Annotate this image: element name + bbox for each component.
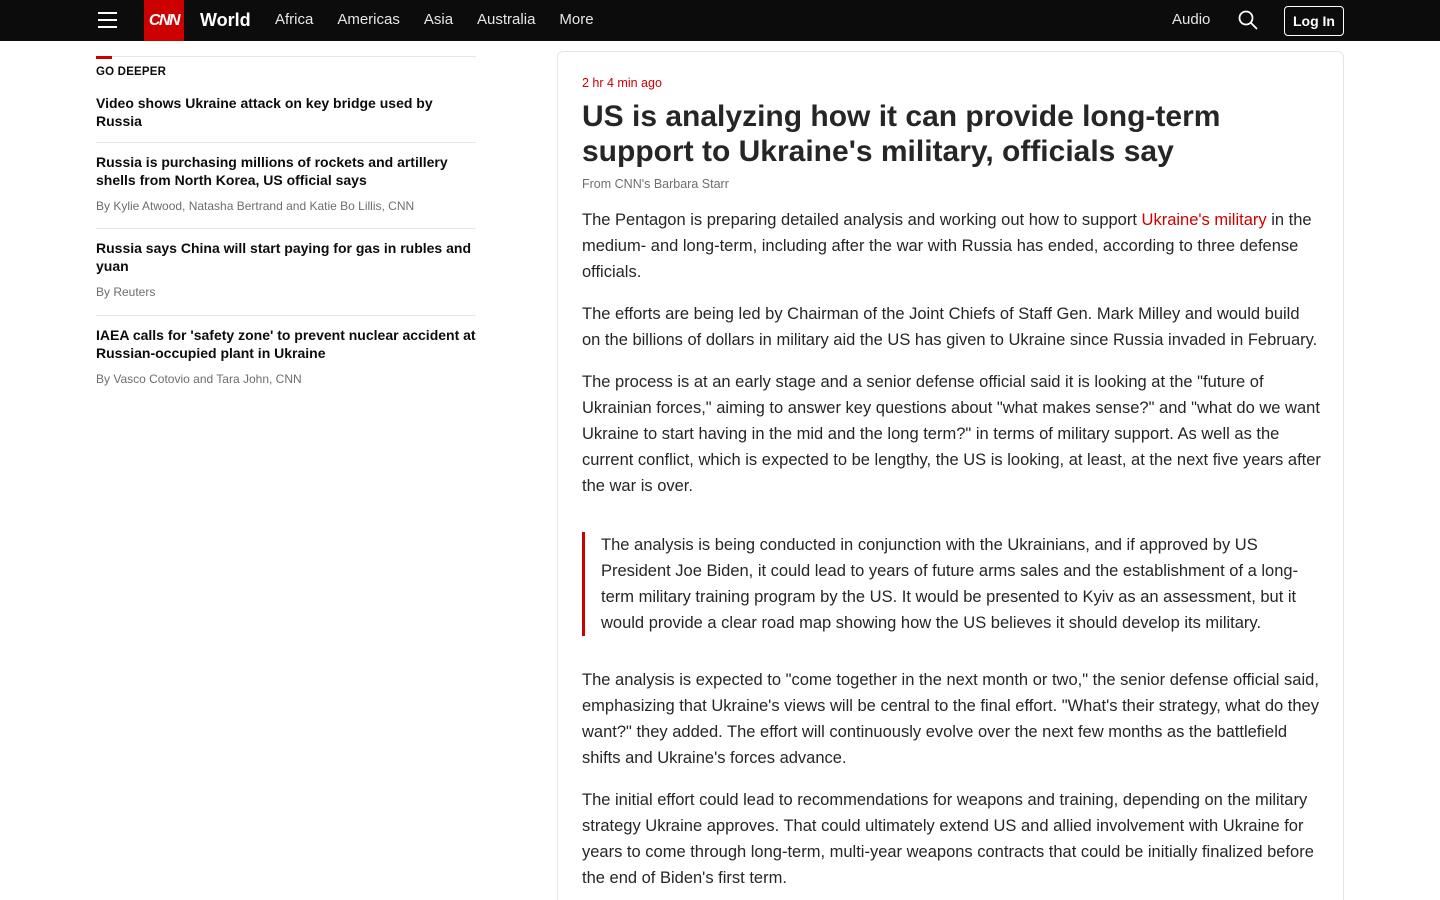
author-byline: From CNN's Barbara Starr [582,177,729,191]
divider [96,315,476,316]
list-item [96,95,476,130]
accent-bar [96,56,112,59]
list-item [96,327,476,387]
article-paragraph [582,207,1322,285]
pull-quote [582,532,1322,636]
article-paragraph: The initial effort could lead to recommendations for weapons and training, depending on the military strategy Ukraine approves. That could ultimately extend US and allied involvement with Ukraine for years to come through long-term, multi-year weapons contracts that could be initially finalized before the end of Biden's first term. [582,791,1314,887]
top-nav [0,0,1440,41]
article-headline: US is analyzing how it can provide long-term support to Ukraine's military, officials say [582,100,1221,168]
nav-link-asia[interactable]: Asia [423,11,454,28]
rail-headline-link[interactable]: Russia says China will start paying for gas in rubles and yuan [96,240,471,274]
list-item [96,240,476,300]
hamburger-icon[interactable] [98,11,117,29]
article-paragraph: The analysis is expected to "come together in the next month or two," the senior defense official said, emphasizing that Ukraine's views will be central to the final effort. "What's their strategy, what do they want?" they added. The effort will continuously evolve over the next few months as the battlefield shifts and Ukraine's forces advance. [582,671,1319,767]
rail-label: GO DEEPER [96,66,167,78]
nav-link-americas[interactable]: Americas [337,11,400,28]
audio-link[interactable]: Audio [1172,11,1211,28]
rail-headline-link[interactable]: IAEA calls for 'safety zone' to prevent nuclear accident at Russian-occupied plant in Ukraine [96,327,476,361]
nav-link-australia[interactable]: Australia [477,11,536,28]
timestamp: 2 hr 4 min ago [582,76,662,90]
article-paragraph: The process is at an early stage and a senior defense official said it is looking at the "future of Ukrainian forces," aiming to answer key questions about "what makes sense?" and "what do we want Ukraine to start having in the mid and the long term?" in terms of military support. As well as the current conflict, which is expected to be lengthy, the US is looking, at least, at the next five years after the war is over. [582,373,1321,495]
paragraph-text: The Pentagon is preparing detailed analysis and working out how to support [582,211,1142,229]
rail-headline-link[interactable]: Video shows Ukraine attack on key bridge used by Russia [96,95,433,129]
search-icon[interactable] [1238,10,1258,30]
paragraph-text: in the medium- and long-term, including after the war with Russia has ended, according to three defense officials. [582,211,1312,281]
byline: By Vasco Cotovio and Tara John, CNN [96,372,302,386]
divider [96,56,476,57]
byline: By Kylie Atwood, Natasha Bertrand and Katie Bo Lillis, CNN [96,199,415,213]
nav-link-more[interactable]: More [559,11,594,28]
quote-text: The analysis is being conducted in conjunction with the Ukrainians, and if approved by US President Joe Biden, it could lead to years of future arms sales and the establishment of a long-term military training program by the US. It would be presented to Kyiv as an assessment, but it would provide a clear road map showing how the US believes it should develop its military. [601,536,1299,632]
divider [96,142,476,143]
list-item [96,154,476,214]
section-nav [275,11,618,29]
rail-headline-link[interactable]: Russia is purchasing millions of rockets and artillery shells from North Korea, US official says [96,154,448,188]
login-button[interactable]: Log In [1284,6,1344,36]
nav-link-africa[interactable]: Africa [275,11,314,28]
ukraine-military-link[interactable]: Ukraine's military [1141,211,1267,229]
section-title-world[interactable]: World [200,10,251,30]
article-paragraph: The efforts are being led by Chairman of the Joint Chiefs of Staff Gen. Mark Milley and would build on the billions of dollars in military aid the US has given to Ukraine since Russia invaded in February. [582,305,1318,349]
divider [96,228,476,229]
byline: By Reuters [96,285,156,299]
cnn-logo[interactable]: CNN [144,0,184,41]
